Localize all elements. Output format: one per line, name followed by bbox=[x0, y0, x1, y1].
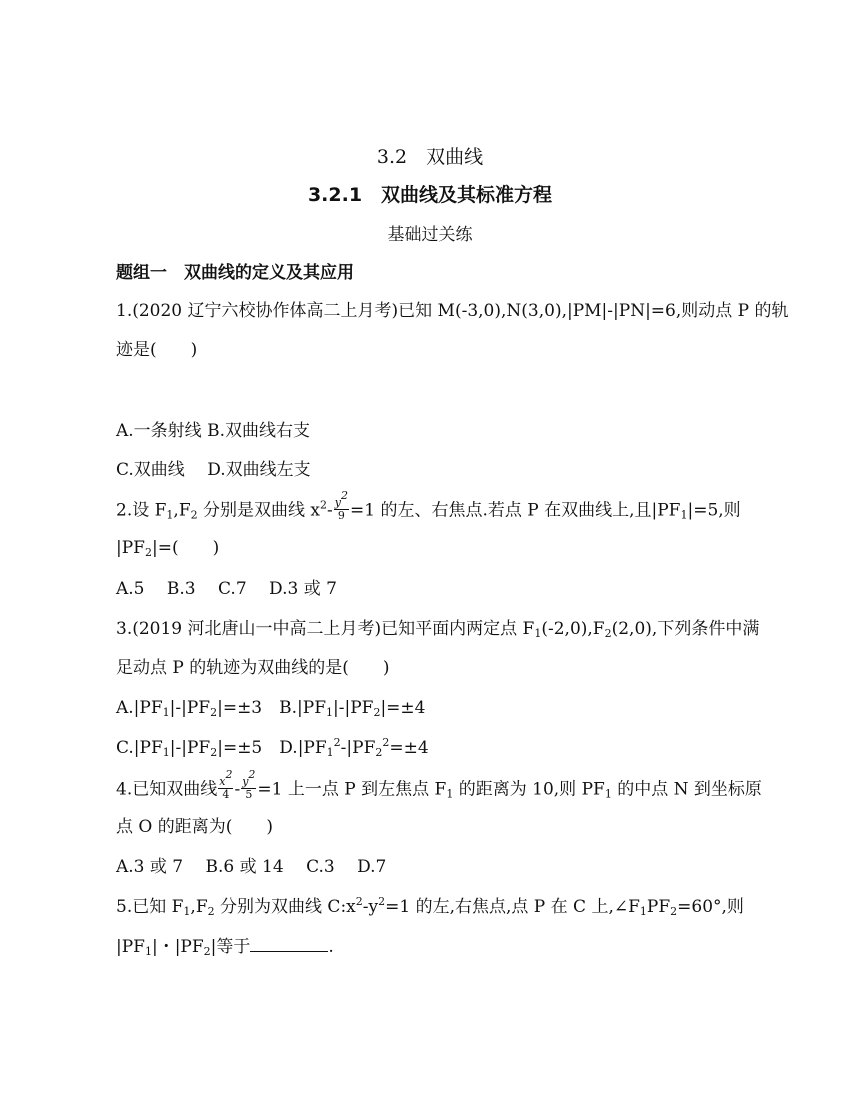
q2-paren-close: ) bbox=[212, 538, 220, 558]
q3-text: (-2,0),F bbox=[541, 619, 605, 639]
q2-text: 分别是双曲线 x bbox=[197, 500, 321, 521]
q3-sup: 2 bbox=[333, 736, 341, 749]
q3-sub: 2 bbox=[373, 706, 381, 719]
q3-sup: 2 bbox=[382, 736, 390, 749]
q5-text: |・|PF bbox=[151, 937, 204, 957]
question-2-line-2 bbox=[116, 537, 219, 559]
q4-text: 的距离为 10,则 PF bbox=[453, 779, 605, 800]
q2-text: |=( bbox=[151, 538, 179, 558]
q5-sub: 2 bbox=[207, 905, 215, 918]
frac-numerator: x bbox=[219, 775, 226, 788]
q3-sub: 1 bbox=[162, 746, 170, 759]
q3-sub: 2 bbox=[210, 706, 218, 719]
q4-text: 4.已知双曲线 bbox=[116, 779, 218, 800]
question-4-line-2 bbox=[116, 816, 273, 838]
question-4-line-1 bbox=[116, 768, 762, 803]
q3-sub: 2 bbox=[604, 627, 612, 640]
section-title: 3.2 双曲线 bbox=[376, 146, 484, 168]
q3-opt: |=±5 bbox=[217, 738, 280, 758]
question-1-line-2 bbox=[116, 339, 197, 361]
q5-text: =1 的左,右焦点,点 P 在 C 上,∠F bbox=[385, 897, 640, 917]
frac-sup: 2 bbox=[248, 768, 256, 781]
q5-text: =60°,则 bbox=[677, 897, 744, 917]
q2-sub: 2 bbox=[144, 546, 152, 559]
q5-sup: 2 bbox=[378, 895, 386, 908]
q3-opt: A.|PF bbox=[116, 698, 163, 718]
q4-fraction-y bbox=[241, 768, 256, 801]
question-1-options-1: A.一条射线 B.双曲线右支 bbox=[116, 421, 310, 441]
q2-text: |=5,则 bbox=[687, 500, 741, 521]
q4-sub: 1 bbox=[604, 787, 612, 801]
question-5-line-2 bbox=[116, 936, 334, 958]
question-1-line-1: 1.(2020 辽宁六校协作体高二上月考)已知 M(-3,0),N(3,0),|PM|-|PN|=6,则动点 P 的轨 bbox=[116, 301, 789, 321]
q4-text: 点 O 的距离为( bbox=[116, 817, 233, 837]
q2-sup: 2 bbox=[320, 498, 328, 512]
q3-sub: 1 bbox=[326, 706, 333, 719]
q3-sub: 2 bbox=[210, 746, 218, 759]
q1-paren-close: ) bbox=[190, 340, 198, 360]
q5-text: |PF bbox=[116, 937, 145, 957]
frac-numerator: y bbox=[334, 496, 341, 509]
q3-sub: 1 bbox=[534, 627, 542, 640]
q5-text: |等于 bbox=[210, 937, 251, 957]
q5-sub: 2 bbox=[203, 945, 211, 958]
q3-text: (2,0),下列条件中满 bbox=[611, 619, 760, 639]
q3-opt: |=±4 bbox=[380, 698, 426, 718]
frac-denominator: 5 bbox=[245, 788, 253, 801]
question-2-options: A.5 B.3 C.7 D.3 或 7 bbox=[116, 579, 337, 599]
q3-opt: |=±3 bbox=[217, 698, 280, 718]
answer-blank[interactable] bbox=[250, 936, 328, 952]
q3-opt: |-|PF bbox=[169, 698, 211, 718]
q5-sub: 1 bbox=[183, 905, 191, 918]
q4-text: 的中点 N 到坐标原 bbox=[611, 779, 762, 800]
question-5-line-1 bbox=[116, 896, 744, 918]
q2-text: ,F bbox=[173, 500, 191, 521]
frac-denominator: 4 bbox=[222, 788, 230, 801]
question-3-options-1 bbox=[116, 697, 425, 719]
q4-fraction-x bbox=[218, 768, 233, 801]
q5-text: . bbox=[328, 937, 334, 957]
question-4-options: A.3 或 7 B.6 或 14 C.3 D.7 bbox=[116, 857, 387, 877]
q5-text: ,F bbox=[190, 897, 208, 917]
subtitle: 基础过关练 bbox=[387, 225, 473, 245]
question-3-options-2 bbox=[116, 737, 429, 759]
question-2-line-1 bbox=[116, 489, 741, 524]
question-3-line-1 bbox=[116, 618, 759, 640]
q3-opt: |-|PF bbox=[333, 698, 374, 718]
subsection-title: 3.2.1 双曲线及其标准方程 bbox=[307, 184, 553, 206]
q3-sub: 1 bbox=[162, 706, 170, 719]
q3-opt: C.|PF bbox=[116, 738, 163, 758]
q2-text: 2.设 F bbox=[116, 500, 167, 521]
q2-minus: - bbox=[327, 500, 333, 521]
q5-sub: 1 bbox=[144, 945, 152, 958]
q4-text: =1 上一点 P 到左焦点 F bbox=[257, 779, 447, 800]
question-3-line-2 bbox=[116, 657, 390, 679]
q4-paren-close: ) bbox=[266, 817, 274, 837]
q5-text: 5.已知 F bbox=[116, 897, 184, 917]
q2-sub: 1 bbox=[680, 508, 688, 522]
q5-sub: 1 bbox=[639, 905, 647, 918]
q3-opt: B.|PF bbox=[279, 698, 326, 718]
q2-sub: 1 bbox=[166, 508, 174, 522]
q2-text: |PF bbox=[116, 538, 145, 558]
frac-sup: 2 bbox=[225, 768, 233, 781]
q5-text: -y bbox=[362, 897, 379, 917]
q3-opt: -|PF bbox=[340, 738, 376, 758]
frac-sup: 2 bbox=[341, 489, 348, 502]
q5-text: PF bbox=[646, 897, 671, 917]
q3-paren-close: ) bbox=[382, 658, 390, 678]
q1-stem-end: 迹是( bbox=[116, 340, 157, 360]
q4-sub: 1 bbox=[446, 787, 454, 801]
q4-minus: - bbox=[234, 779, 241, 800]
q5-sub: 2 bbox=[670, 905, 678, 918]
q3-sub: 1 bbox=[326, 746, 334, 759]
q3-opt: |-|PF bbox=[169, 738, 211, 758]
q3-opt: D.|PF bbox=[279, 738, 327, 758]
q5-sup: 2 bbox=[355, 895, 363, 908]
q5-text: 分别为双曲线 C:x bbox=[214, 897, 356, 917]
question-1-options-2: C.双曲线 D.双曲线左支 bbox=[116, 460, 311, 480]
q3-text: 3.(2019 河北唐山一中高二上月考)已知平面内两定点 F bbox=[116, 619, 535, 639]
q3-sub: 2 bbox=[375, 746, 383, 759]
q2-text: =1 的左、右焦点.若点 P 在双曲线上,且|PF bbox=[350, 500, 681, 521]
q3-text: 足动点 P 的轨迹为双曲线的是( bbox=[116, 658, 349, 678]
frac-numerator: y bbox=[242, 775, 249, 788]
group-title: 题组一 双曲线的定义及其应用 bbox=[116, 263, 354, 283]
q3-opt: =±4 bbox=[389, 738, 429, 758]
q2-sub: 2 bbox=[190, 508, 198, 522]
q2-fraction bbox=[334, 489, 349, 522]
frac-denominator: 9 bbox=[337, 509, 345, 522]
